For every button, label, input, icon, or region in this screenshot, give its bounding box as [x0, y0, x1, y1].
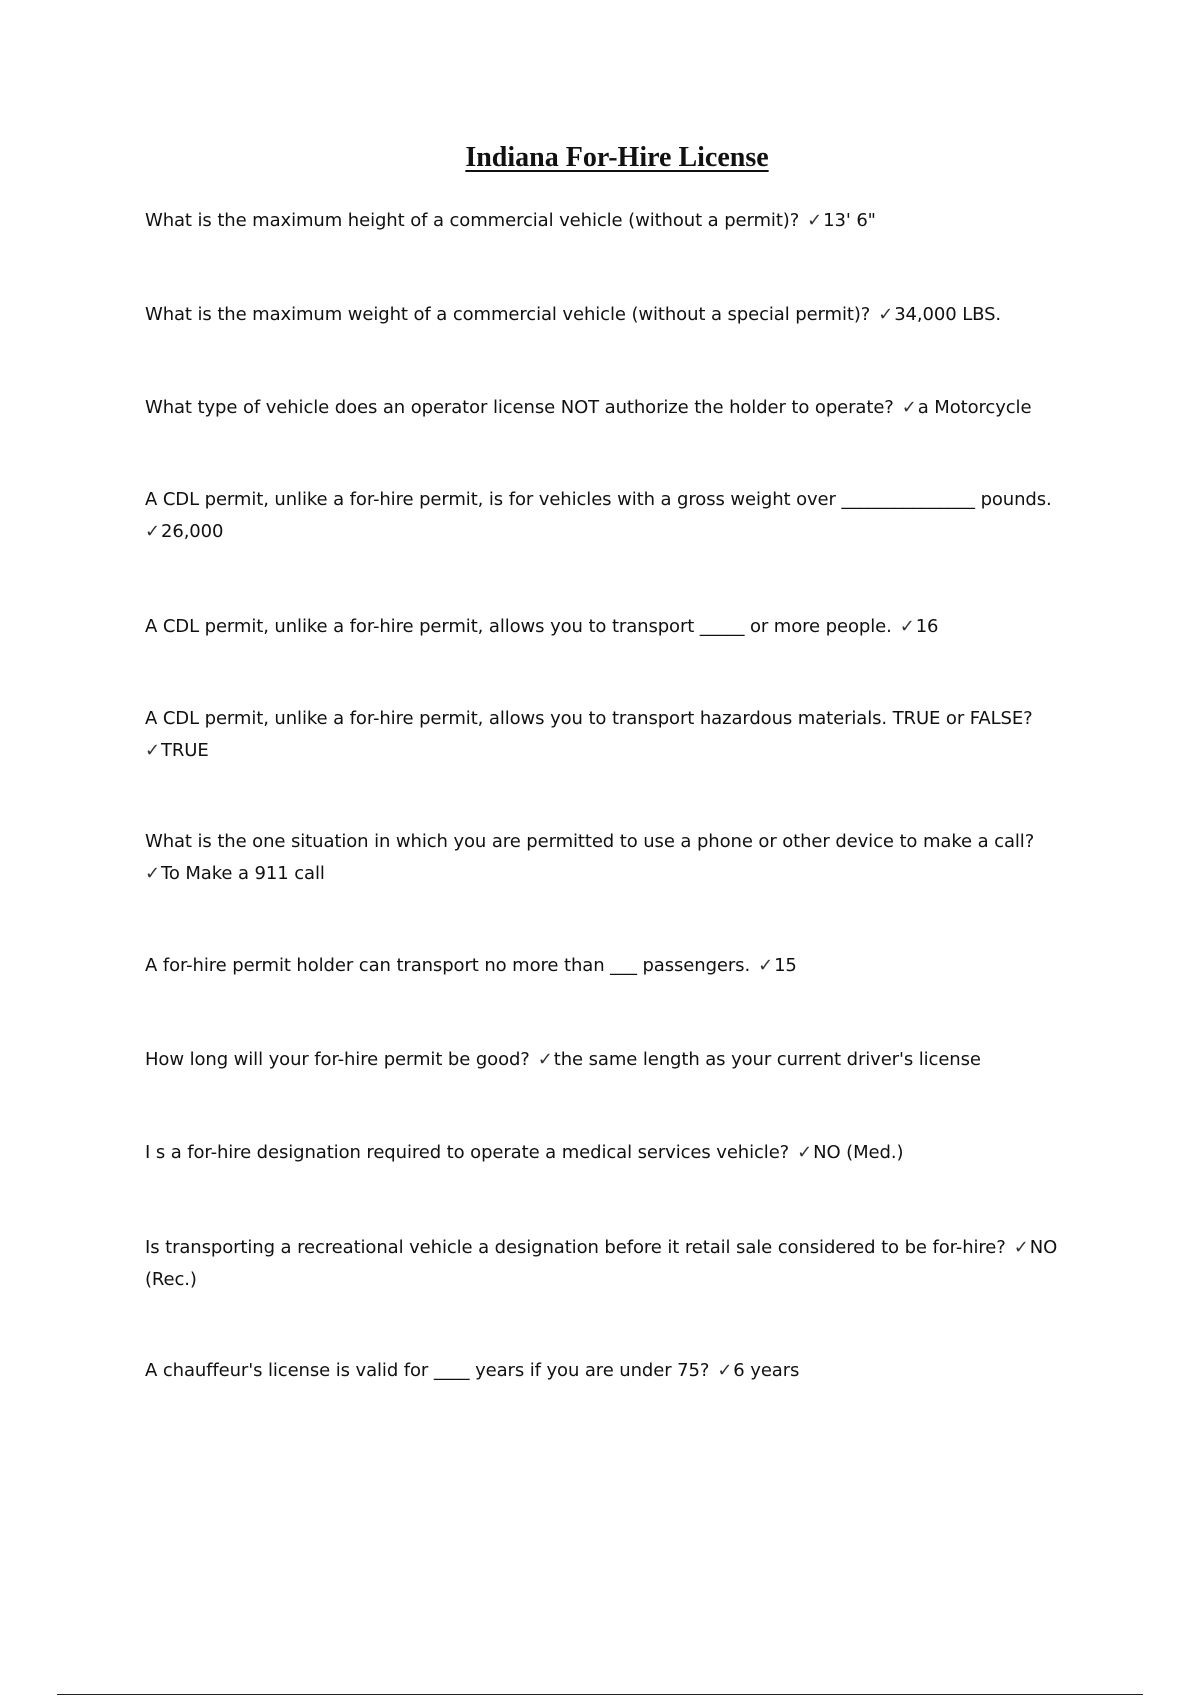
qa-item	[145, 950, 1085, 982]
check-icon: ✓	[717, 1360, 733, 1381]
question-text: What is the one situation in which you are permitted to use a phone or other device to make a call?	[145, 831, 1035, 852]
question-text: How long will your for-hire permit be good?	[145, 1049, 530, 1070]
answer-text: the same length as your current driver's license	[553, 1049, 981, 1070]
qa-item	[145, 299, 1085, 331]
bottom-rule	[57, 1694, 1143, 1695]
answer-text: 6 years	[733, 1360, 800, 1381]
qa-item	[145, 1137, 1085, 1169]
answer-text: 16	[915, 616, 939, 637]
qa-item	[145, 703, 1085, 767]
answer-text: 13' 6"	[823, 210, 876, 231]
answer-text: 26,000	[160, 521, 224, 542]
check-icon: ✓	[807, 210, 823, 231]
question-text: Is transporting a recreational vehicle a designation before it retail sale considered to be for-hire?	[145, 1237, 1006, 1258]
qa-item	[145, 484, 1085, 548]
question-text: A for-hire permit holder can transport no more than ___ passengers.	[145, 955, 751, 976]
answer-line	[145, 516, 1085, 548]
check-icon: ✓	[1013, 1237, 1029, 1258]
qa-item	[145, 392, 1085, 424]
answer-text: 34,000 LBS.	[894, 304, 1002, 325]
qa-item	[145, 1232, 1085, 1296]
qa-item	[145, 1044, 1085, 1076]
check-icon: ✓	[899, 616, 915, 637]
check-icon: ✓	[797, 1142, 813, 1163]
answer-line	[145, 735, 1085, 767]
answer-line	[145, 858, 1085, 890]
check-icon: ✓	[145, 521, 160, 542]
qa-item	[145, 611, 1085, 643]
check-icon: ✓	[537, 1049, 553, 1070]
answer-text: a Motorcycle	[917, 397, 1032, 418]
question-text: A chauffeur's license is valid for ____ years if you are under 75?	[145, 1360, 710, 1381]
check-icon: ✓	[758, 955, 774, 976]
qa-item	[145, 826, 1085, 890]
answer-text: 15	[774, 955, 797, 976]
answer-text: To Make a 911 call	[160, 863, 325, 884]
answer-text: NO (Rec.)	[145, 1237, 1058, 1290]
question-text: What is the maximum height of a commercial vehicle (without a permit)?	[145, 210, 800, 231]
check-icon: ✓	[878, 304, 894, 325]
check-icon: ✓	[901, 397, 917, 418]
document-title: Indiana For-Hire License	[465, 142, 769, 173]
answer-text: NO (Med.)	[813, 1142, 904, 1163]
question-text: A CDL permit, unlike a for-hire permit, is for vehicles with a gross weight over _______________ pounds.	[145, 489, 1052, 510]
question-text: I s a for-hire designation required to operate a medical services vehicle?	[145, 1142, 790, 1163]
qa-item	[145, 1355, 1085, 1387]
question-text: What type of vehicle does an operator license NOT authorize the holder to operate?	[145, 397, 894, 418]
check-icon: ✓	[145, 740, 160, 761]
question-text: A CDL permit, unlike a for-hire permit, allows you to transport _____ or more people.	[145, 616, 892, 637]
check-icon: ✓	[145, 863, 160, 884]
qa-item	[145, 205, 1085, 237]
answer-text: TRUE	[160, 740, 209, 761]
question-text: What is the maximum weight of a commercial vehicle (without a special permit)?	[145, 304, 871, 325]
question-text: A CDL permit, unlike a for-hire permit, allows you to transport hazardous materials. TRUE or FALSE?	[145, 708, 1033, 729]
